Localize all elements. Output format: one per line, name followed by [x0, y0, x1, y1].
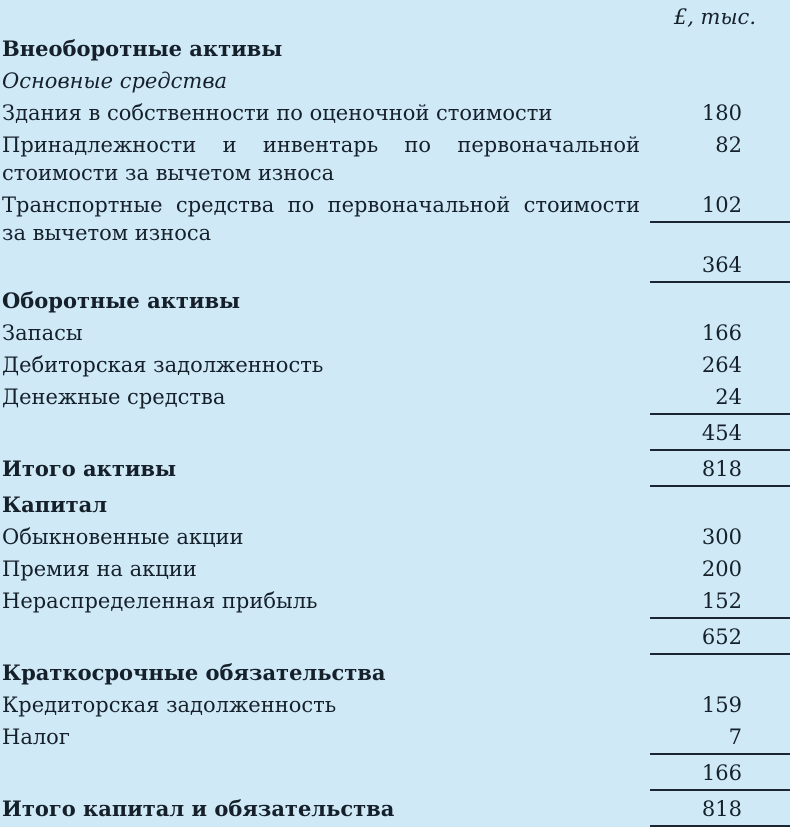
row-label: Принадлежности и инвентарь по первоначальной стоимости за вычетом износа — [2, 133, 640, 185]
row-amount-value: 159 — [701, 693, 742, 717]
table-row — [2, 419, 790, 451]
table-row — [2, 99, 790, 127]
row-amount-value: 166 — [650, 759, 790, 791]
row-label: Оборотные активы — [2, 288, 241, 313]
row-amount-cell — [650, 3, 790, 31]
row-amount-cell — [650, 723, 790, 755]
row-label: Налог — [2, 725, 70, 749]
row-label: Денежные средства — [2, 385, 226, 409]
table-row — [2, 287, 790, 315]
row-amount-cell — [650, 587, 790, 619]
table-row — [2, 723, 790, 755]
row-amount-cell — [650, 383, 790, 415]
row-amount-cell — [650, 99, 790, 127]
row-label: Капитал — [2, 492, 108, 517]
row-amount-cell — [650, 319, 790, 347]
row-amount-cell — [650, 131, 790, 159]
balance-sheet-table — [2, 3, 790, 827]
row-amount-cell — [650, 455, 790, 487]
row-label: Итого активы — [2, 456, 177, 481]
row-amount-cell — [650, 251, 790, 283]
row-amount-cell — [650, 623, 790, 655]
row-amount-value: 82 — [715, 133, 742, 157]
row-label: Обыкновенные акции — [2, 525, 244, 549]
table-row — [2, 191, 790, 247]
table-row — [2, 251, 790, 283]
row-label: Внеоборотные активы — [2, 36, 283, 61]
table-row — [2, 555, 790, 583]
row-label: Премия на акции — [2, 557, 197, 581]
row-amount-value: 364 — [650, 251, 790, 283]
row-amount-cell — [650, 523, 790, 551]
table-row — [2, 319, 790, 347]
row-amount-cell — [650, 191, 790, 223]
table-row — [2, 587, 790, 619]
row-amount-value: 7 — [650, 723, 790, 755]
table-row — [2, 659, 790, 687]
row-amount-value: 300 — [701, 525, 742, 549]
row-amount-value: 818 — [650, 455, 790, 487]
row-amount-value: 454 — [650, 419, 790, 451]
row-amount-value: 152 — [650, 587, 790, 619]
row-label: Нераспределенная прибыль — [2, 589, 318, 613]
row-amount-cell — [650, 351, 790, 379]
table-row — [2, 3, 790, 31]
row-label: Дебиторская задолженность — [2, 353, 324, 377]
row-label: Транспортные средства по первоначальной стоимости за вычетом износа — [2, 193, 640, 245]
table-row — [2, 383, 790, 415]
table-row — [2, 491, 790, 519]
table-row — [2, 691, 790, 719]
row-label: Кредиторская задолженность — [2, 693, 337, 717]
row-amount-value: 24 — [650, 383, 790, 415]
row-amount-value: 180 — [701, 101, 742, 125]
row-label: Краткосрочные обязательства — [2, 660, 386, 685]
table-row — [2, 623, 790, 655]
table-row — [2, 35, 790, 63]
table-row — [2, 131, 790, 187]
table-row — [2, 351, 790, 379]
row-label: Основные средства — [2, 69, 228, 93]
table-row — [2, 455, 790, 487]
row-label: Запасы — [2, 321, 83, 345]
table-row — [2, 795, 790, 827]
row-amount-cell — [650, 419, 790, 451]
table-row — [2, 67, 790, 95]
row-amount-cell — [650, 795, 790, 827]
row-amount-cell — [650, 555, 790, 583]
row-amount-cell — [650, 691, 790, 719]
table-row — [2, 523, 790, 551]
row-amount-cell — [650, 759, 790, 791]
row-amount-value: 818 — [650, 795, 790, 827]
row-amount-value: 102 — [650, 191, 790, 223]
table-row — [2, 759, 790, 791]
row-amount-value: 264 — [701, 353, 742, 377]
row-label: Здания в собственности по оценочной стоимости — [2, 101, 553, 125]
row-amount-value: 652 — [650, 623, 790, 655]
row-amount-value: 200 — [701, 557, 742, 581]
row-amount-value: £, тыс. — [673, 5, 756, 29]
row-amount-value: 166 — [701, 321, 742, 345]
row-label: Итого капитал и обязательства — [2, 796, 395, 821]
